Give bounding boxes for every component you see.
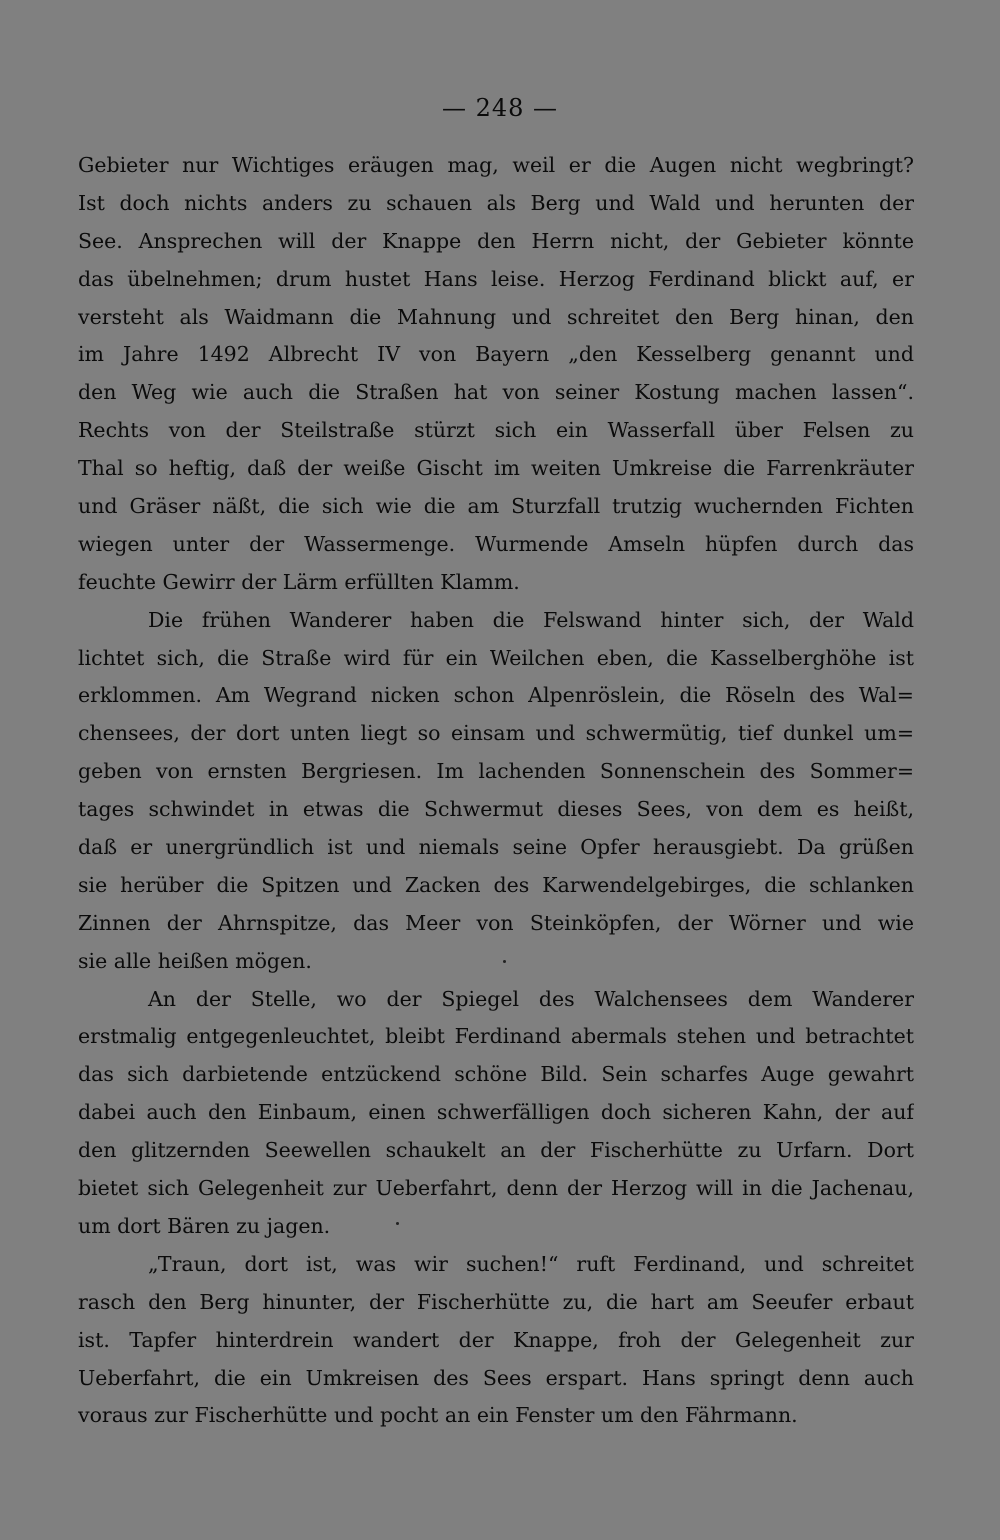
- text-line: Zinnen der Ahrnspitze, das Meer von Steinköpfen, der Wörner und wie: [78, 910, 914, 935]
- text-line: An der Stelle, wo der Spiegel des Walchensees dem Wanderer: [148, 986, 914, 1011]
- text-line: geben von ernsten Bergriesen. Im lachenden Sonnenschein des Sommer=: [78, 759, 914, 784]
- text-line: erstmalig entgegenleuchtet, bleibt Ferdinand abermals stehen und betrachtet: [78, 1024, 914, 1049]
- text-line: Rechts von der Steilstraße stürzt sich ein Wasserfall über Felsen zu: [78, 418, 914, 443]
- text-line: und Gräser näßt, die sich wie die am Sturzfall trutzig wuchernden Fichten: [78, 494, 914, 519]
- text-line: lichtet sich, die Straße wird für ein Weilchen eben, die Kasselberghöhe ist: [78, 645, 914, 670]
- text-line: den Weg wie auch die Straßen hat von seiner Kostung machen lassen“.: [78, 380, 914, 405]
- text-line: daß er unergründlich ist und niemals seine Opfer herausgiebt. Da grüßen: [78, 835, 914, 860]
- text-line: See. Ansprechen will der Knappe den Herrn nicht, der Gebieter könnte: [78, 228, 914, 253]
- text-line: tages schwindet in etwas die Schwermut dieses Sees, von dem es heißt,: [78, 797, 914, 822]
- text-line: sie alle heißen mögen.: [78, 948, 312, 973]
- text-line: voraus zur Fischerhütte und pocht an ein Fenster um den Fährmann.: [78, 1403, 798, 1428]
- text-line: den glitzernden Seewellen schaukelt an der Fischerhütte zu Urfarn. Dort: [78, 1138, 914, 1163]
- text-line: Gebieter nur Wichtiges eräugen mag, weil er die Augen nicht wegbringt?: [78, 153, 914, 177]
- text-line: Die frühen Wanderer haben die Felswand hinter sich, der Wald: [148, 607, 914, 632]
- text-line: rasch den Berg hinunter, der Fischerhütte zu, die hart am Seeufer erbaut: [78, 1289, 914, 1314]
- text-line: sie herüber die Spitzen und Zacken des Karwendelgebirges, die schlanken: [78, 872, 914, 897]
- text-line: das sich darbietende entzückend schöne Bild. Sein scharfes Auge gewahrt: [78, 1062, 914, 1087]
- text-line: Thal so heftig, daß der weiße Gischt im weiten Umkreise die Farrenkräuter: [78, 456, 914, 481]
- print-speck: [396, 1222, 399, 1225]
- text-line: ist. Tapfer hinterdrein wandert der Knappe, froh der Gelegenheit zur: [78, 1327, 914, 1352]
- text-line: erklommen. Am Wegrand nicken schon Alpenröslein, die Röseln des Wal=: [78, 683, 914, 708]
- print-speck: [503, 960, 506, 963]
- text-line: Ist doch nichts anders zu schauen als Berg und Wald und herunten der: [78, 190, 914, 215]
- text-line: im Jahre 1492 Albrecht IV von Bayern „den Kesselberg genannt und: [78, 342, 914, 367]
- text-line: versteht als Waidmann die Mahnung und schreitet den Berg hinan, den: [78, 304, 914, 329]
- text-line: chensees, der dort unten liegt so einsam und schwermütig, tief dunkel um=: [78, 721, 914, 746]
- text-line: dabei auch den Einbaum, einen schwerfälligen doch sicheren Kahn, der auf: [78, 1100, 914, 1125]
- text-line: wiegen unter der Wassermenge. Wurmende Amseln hüpfen durch das: [78, 531, 914, 556]
- page-number: — 248 —: [441, 94, 559, 122]
- text-line: um dort Bären zu jagen.: [78, 1213, 331, 1238]
- text-line: Ueberfahrt, die ein Umkreisen des Sees erspart. Hans springt denn auch: [78, 1365, 914, 1390]
- text-line: feuchte Gewirr der Lärm erfüllten Klamm.: [78, 569, 520, 594]
- text-line: bietet sich Gelegenheit zur Ueberfahrt, denn der Herzog will in die Jachenau,: [78, 1176, 914, 1201]
- body-text: [78, 147, 914, 1435]
- text-line: „Traun, dort ist, was wir suchen!“ ruft Ferdinand, und schreitet: [148, 1251, 914, 1276]
- text-line: das übelnehmen; drum hustet Hans leise. Herzog Ferdinand blickt auf, er: [78, 266, 914, 291]
